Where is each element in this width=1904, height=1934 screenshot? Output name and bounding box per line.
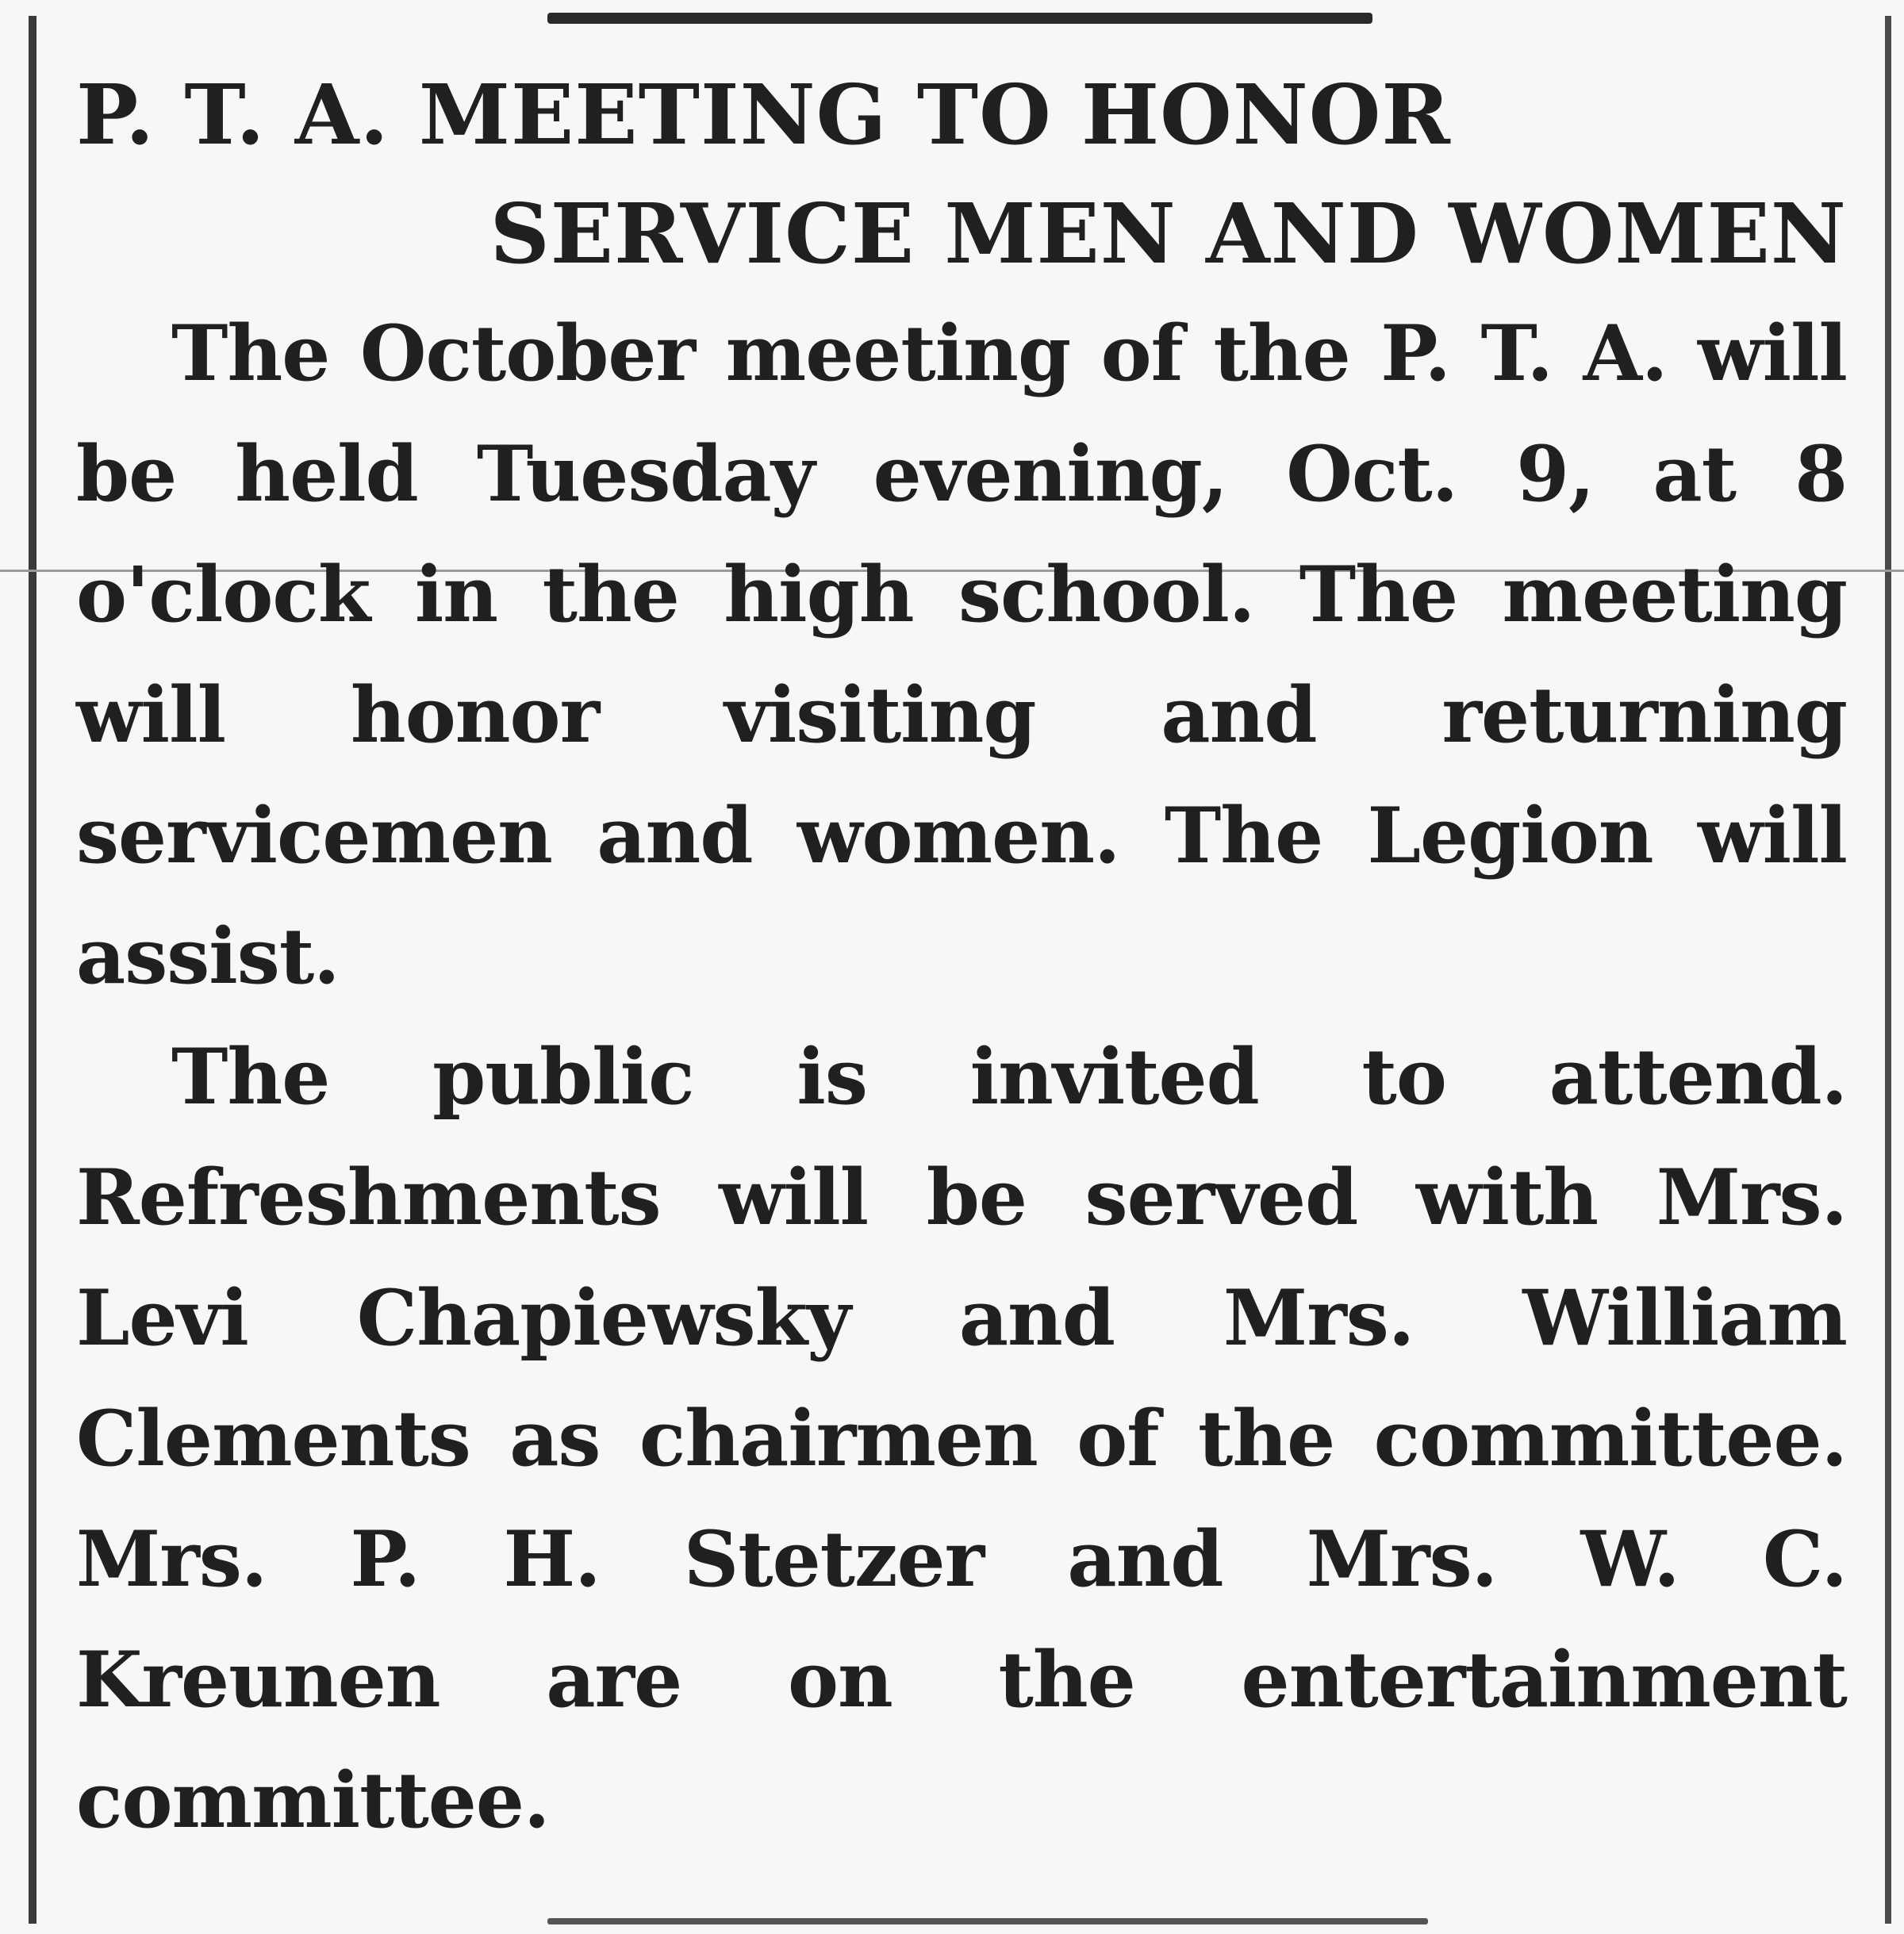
headline-line-2: SERVICE MEN AND WOMEN [489,185,1847,282]
bottom-rule [547,1918,1428,1924]
article-paragraph-1: The October meeting of the P. T. A. will be held Tuesday evening, Oct. 9, at 8 o'clock in the high school. The meeting will honor visiting and returning servicemen and women. The Legion will assist. [76,309,1847,1001]
right-column-border [1885,16,1891,1924]
article [76,56,1847,1861]
article-paragraph-2: The public is invited to attend. Refreshments will be served with Mrs. Levi Chapiewsky and Mrs. William Clements as chairmen of the committee. Mrs. P. H. Stetzer and Mrs. W. C. Kreunen are on the entertainment committee. [76,1032,1847,1845]
headline-line-1: P. T. A. MEETING TO HONOR [76,66,1451,163]
left-column-border [29,16,36,1924]
top-rule [547,13,1372,24]
